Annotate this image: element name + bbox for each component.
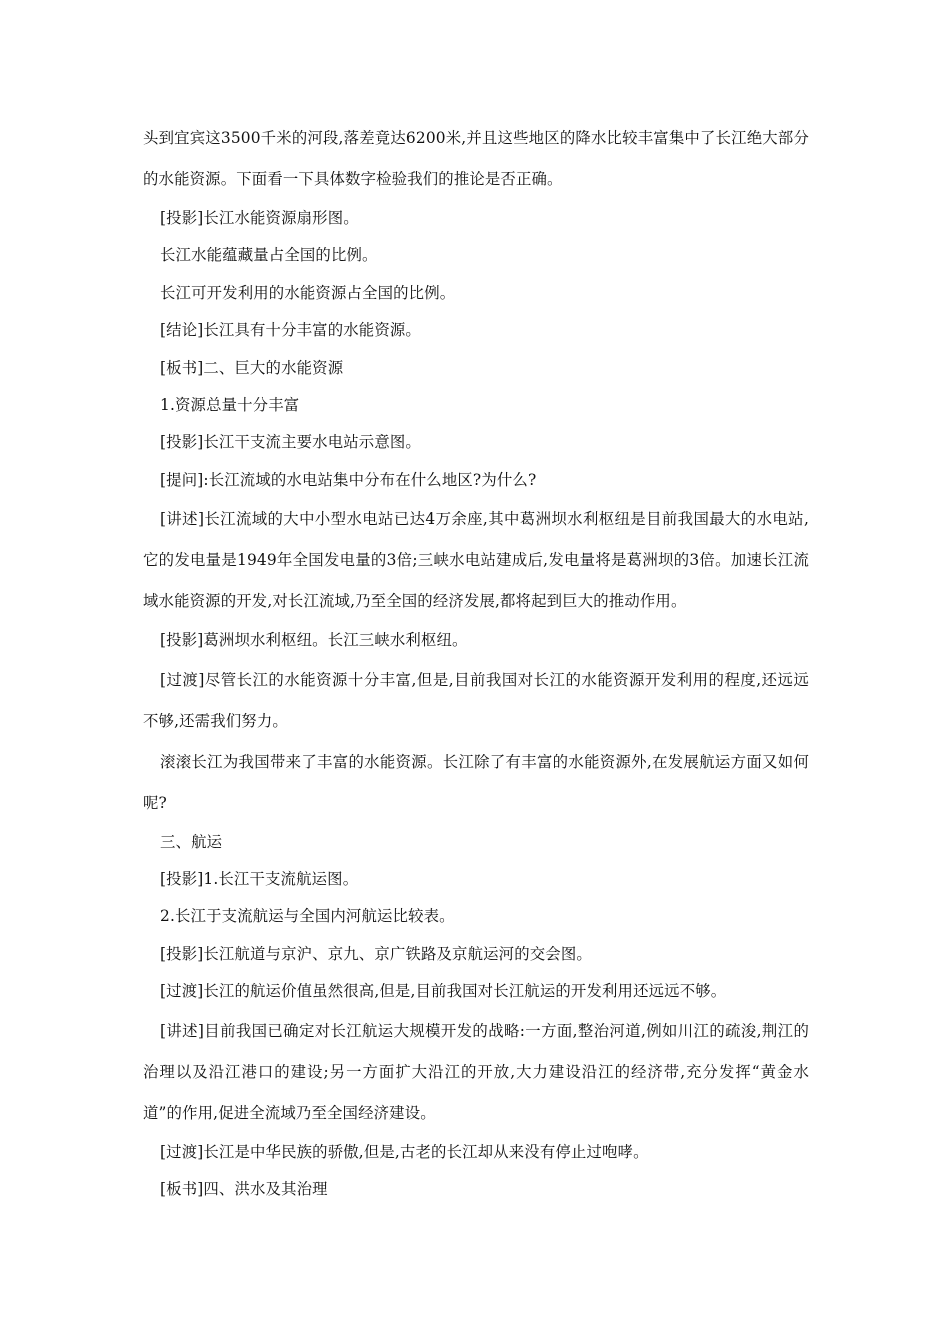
paragraph-continuation: 头到宜宾这3500千米的河段,落差竟达6200米,并且这些地区的降水比较丰富集中了长江绝大部分的水能资源。下面看一下具体数字检验我们的推论是否正确。: [143, 129, 809, 188]
paragraph-projection-stations: [投影]长江干支流主要水电站示意图。: [160, 433, 421, 452]
paragraph-transition-shipping: [过渡]长江的航运价值虽然很高,但是,目前我国对长江航运的开发利用还远远不够。: [160, 982, 727, 1001]
paragraph-projection-shipping-map: [投影]1.长江干支流航运图。: [160, 870, 359, 889]
paragraph-shipping-comparison: 2.长江于支流航运与全国内河航运比较表。: [160, 907, 455, 926]
paragraph-board-heading-2: [板书]二、巨大的水能资源: [160, 358, 344, 377]
paragraph-developable-share: 长江可开发利用的水能资源占全国的比例。: [160, 283, 456, 302]
document-body: [143, 118, 809, 1209]
paragraph-transition-flood: [过渡]长江是中华民族的骄傲,但是,古老的长江却从来没有停止过咆哮。: [160, 1142, 649, 1161]
paragraph-projection-dams: [投影]葛洲坝水利枢纽。长江三峡水利枢纽。: [160, 631, 468, 650]
paragraph-transition-effort: [过渡]尽管长江的水能资源十分丰富,但是,目前我国对长江的水能资源开发利用的程度,还远远不够,还需我们努力。: [143, 670, 809, 730]
paragraph-shipping-intro: 滚滚长江为我国带来了丰富的水能资源。长江除了有丰富的水能资源外,在发展航运方面又如何呢?: [143, 752, 809, 812]
paragraph-hydropower-share: 长江水能蕴藏量占全国的比例。: [160, 246, 378, 265]
paragraph-resource-total: 1.资源总量十分丰富: [160, 396, 300, 415]
paragraph-conclusion: [结论]长江具有十分丰富的水能资源。: [160, 321, 421, 340]
paragraph-section-shipping: 三、航运: [160, 832, 223, 851]
paragraph-board-heading-4: [板书]四、洪水及其治理: [160, 1180, 328, 1199]
paragraph-question: [提问]:长江流域的水电站集中分布在什么地区?为什么?: [160, 470, 537, 489]
paragraph-projection-fan-chart: [投影]长江水能资源扇形图。: [160, 209, 359, 227]
paragraph-lecture-shipping: [讲述]目前我国已确定对长江航运大规模开发的战略:一方面,整治河道,例如川江的疏浚,荆江的治理以及沿江港口的建设;另一方面扩大沿江的开放,大力建设沿江的经济带,充分发挥“黄金水道”的作用,促进全流域乃至全国经济建设。: [143, 1021, 809, 1122]
paragraph-projection-junction-map: [投影]长江航道与京沪、京九、京广铁路及京航运河的交会图。: [160, 944, 592, 963]
paragraph-lecture-hydropower: [讲述]长江流域的大中小型水电站已达4万余座,其中葛洲坝水利枢纽是目前我国最大的水电站,它的发电量是1949年全国发电量的3倍;三峡水电站建成后,发电量将是葛洲坝的3倍。加速长江流域水能资源的开发,对长江流域,乃至全国的经济发展,都将起到巨大的推动作用。: [143, 510, 809, 611]
